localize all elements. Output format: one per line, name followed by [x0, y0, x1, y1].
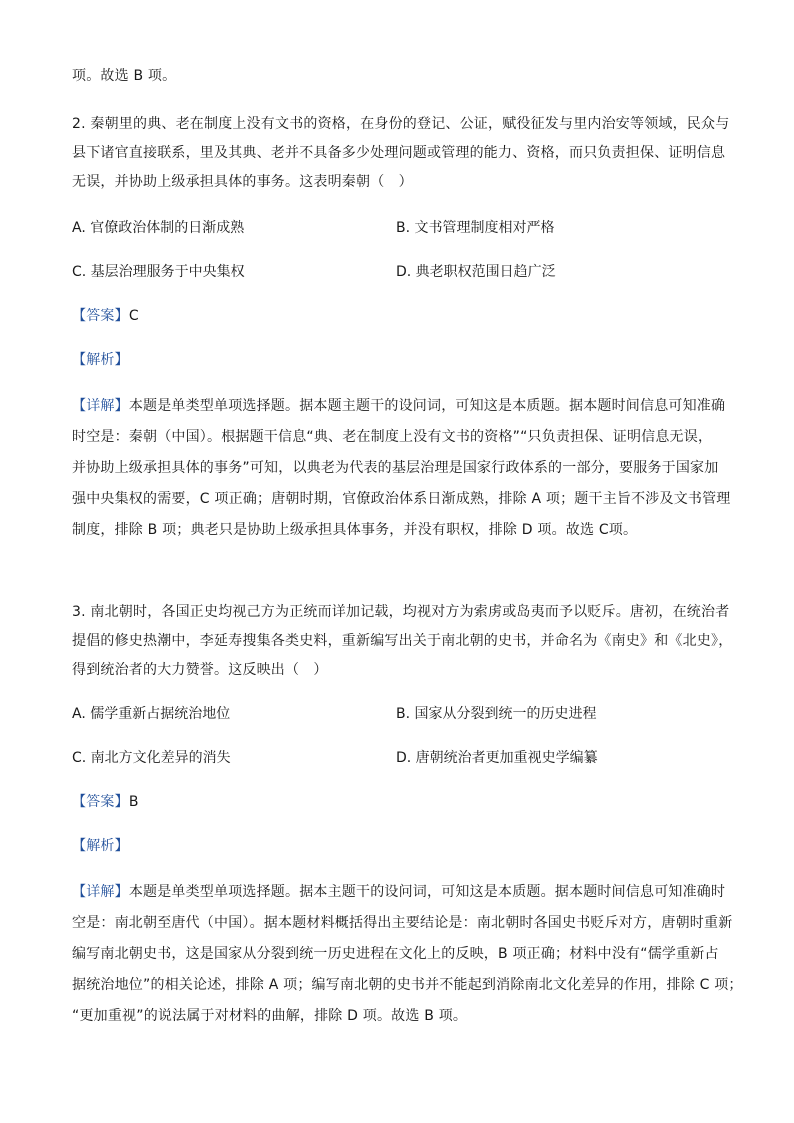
q2-detail-line-3: 并协助上级承担具体的事务”可知，以典老为代表的基层治理是国家行政体系的一部分，要服务于国家加	[72, 460, 719, 476]
q2-answer-value: C	[128, 308, 139, 324]
q2-detail-line-4: 强中央集权的需要，C 项正确；唐朝时期，官僚政治体系日渐成熟，排除 A 项；题干主旨不涉及文书管理	[72, 491, 731, 507]
intro-line: 项。故选 B 项。	[72, 68, 177, 84]
q3-answer-value: B	[128, 794, 139, 810]
q3-answer	[72, 792, 139, 812]
q2-option-c: C. 基层治理服务于中央集权	[72, 264, 245, 280]
q3-option-c: C. 南北方文化差异的消失	[72, 750, 231, 766]
q2-option-b: B. 文书管理制度相对严格	[396, 220, 555, 236]
q2-detail-line-1	[72, 396, 725, 416]
q3-option-b: B. 国家从分裂到统一的历史进程	[396, 706, 597, 722]
q3-option-a: A. 儒学重新占据统治地位	[72, 706, 231, 722]
q2-answer	[72, 306, 139, 326]
q2-stem-line-1: 2. 秦朝里的典、老在制度上没有文书的资格，在身份的登记、公证，赋役征发与里内治安等领域，民众与	[72, 116, 730, 132]
q2-option-a: A. 官僚政治体制的日渐成熟	[72, 220, 245, 236]
q2-analysis-label: 【解析】	[72, 352, 129, 368]
q2-stem-line-2: 县下诸官直接联系，里及其典、老并不具备多少处理问题或管理的能力、资格，而只负责担保、证明信息	[72, 145, 726, 161]
q2-option-d: D. 典老职权范围日趋广泛	[396, 264, 556, 280]
q2-detail-line-5: 制度，排除 B 项；典老只是协助上级承担具体事务，并没有职权，排除 D 项。故选 C项。	[72, 522, 638, 538]
q3-detail-label: 【详解】	[72, 884, 129, 900]
q3-stem-line-3: 得到统治者的大力赞誉。这反映出（ ）	[72, 662, 328, 678]
q3-answer-label: 【答案】	[72, 794, 129, 810]
q2-detail-line-2: 时空是：秦朝（中国）。根据题干信息“典、老在制度上没有文书的资格”“只负责担保、证明信息无误，	[72, 429, 713, 445]
q3-detail-text-1: 本题是单类型单项选择题。据本主题干的设问词，可知这是本质题。据本题时间信息可知准确时	[128, 884, 726, 900]
q3-detail-line-1	[72, 882, 725, 902]
q2-answer-label: 【答案】	[72, 308, 129, 324]
q3-detail-line-4: 据统治地位”的相关论述，排除 A 项；编写南北朝的史书并不能起到消除南北文化差异的作用，排除 C 项；	[72, 977, 743, 993]
q2-detail-label: 【详解】	[72, 398, 129, 414]
q3-detail-line-3: 编写南北朝史书，这是国家从分裂到统一历史进程在文化上的反映，B 项正确；材料中没有“儒学重新占	[72, 946, 719, 962]
q3-detail-line-2: 空是：南北朝至唐代（中国）。据本题材料概括得出主要结论是：南北朝时各国史书贬斥对方，唐朝时重新	[72, 915, 733, 931]
q3-stem-line-1: 3. 南北朝时，各国正史均视己方为正统而详加记载，均视对方为索虏或岛夷而予以贬斥。唐初，在统治者	[72, 604, 730, 620]
q2-stem-line-3: 无误，并协助上级承担具体的事务。这表明秦朝（ ）	[72, 174, 413, 190]
q3-analysis-label: 【解析】	[72, 838, 129, 854]
q3-detail-line-5: “更加重视”的说法属于对材料的曲解，排除 D 项。故选 B 项。	[72, 1008, 468, 1024]
q3-option-d: D. 唐朝统治者更加重视史学编纂	[396, 750, 598, 766]
q2-detail-text-1: 本题是单类型单项选择题。据本题主题干的设问词，可知这是本质题。据本题时间信息可知准确	[128, 398, 726, 414]
q3-stem-line-2: 提倡的修史热潮中，李延寿搜集各类史料，重新编写出关于南北朝的史书，并命名为《南史》和《北史》，	[72, 633, 733, 649]
